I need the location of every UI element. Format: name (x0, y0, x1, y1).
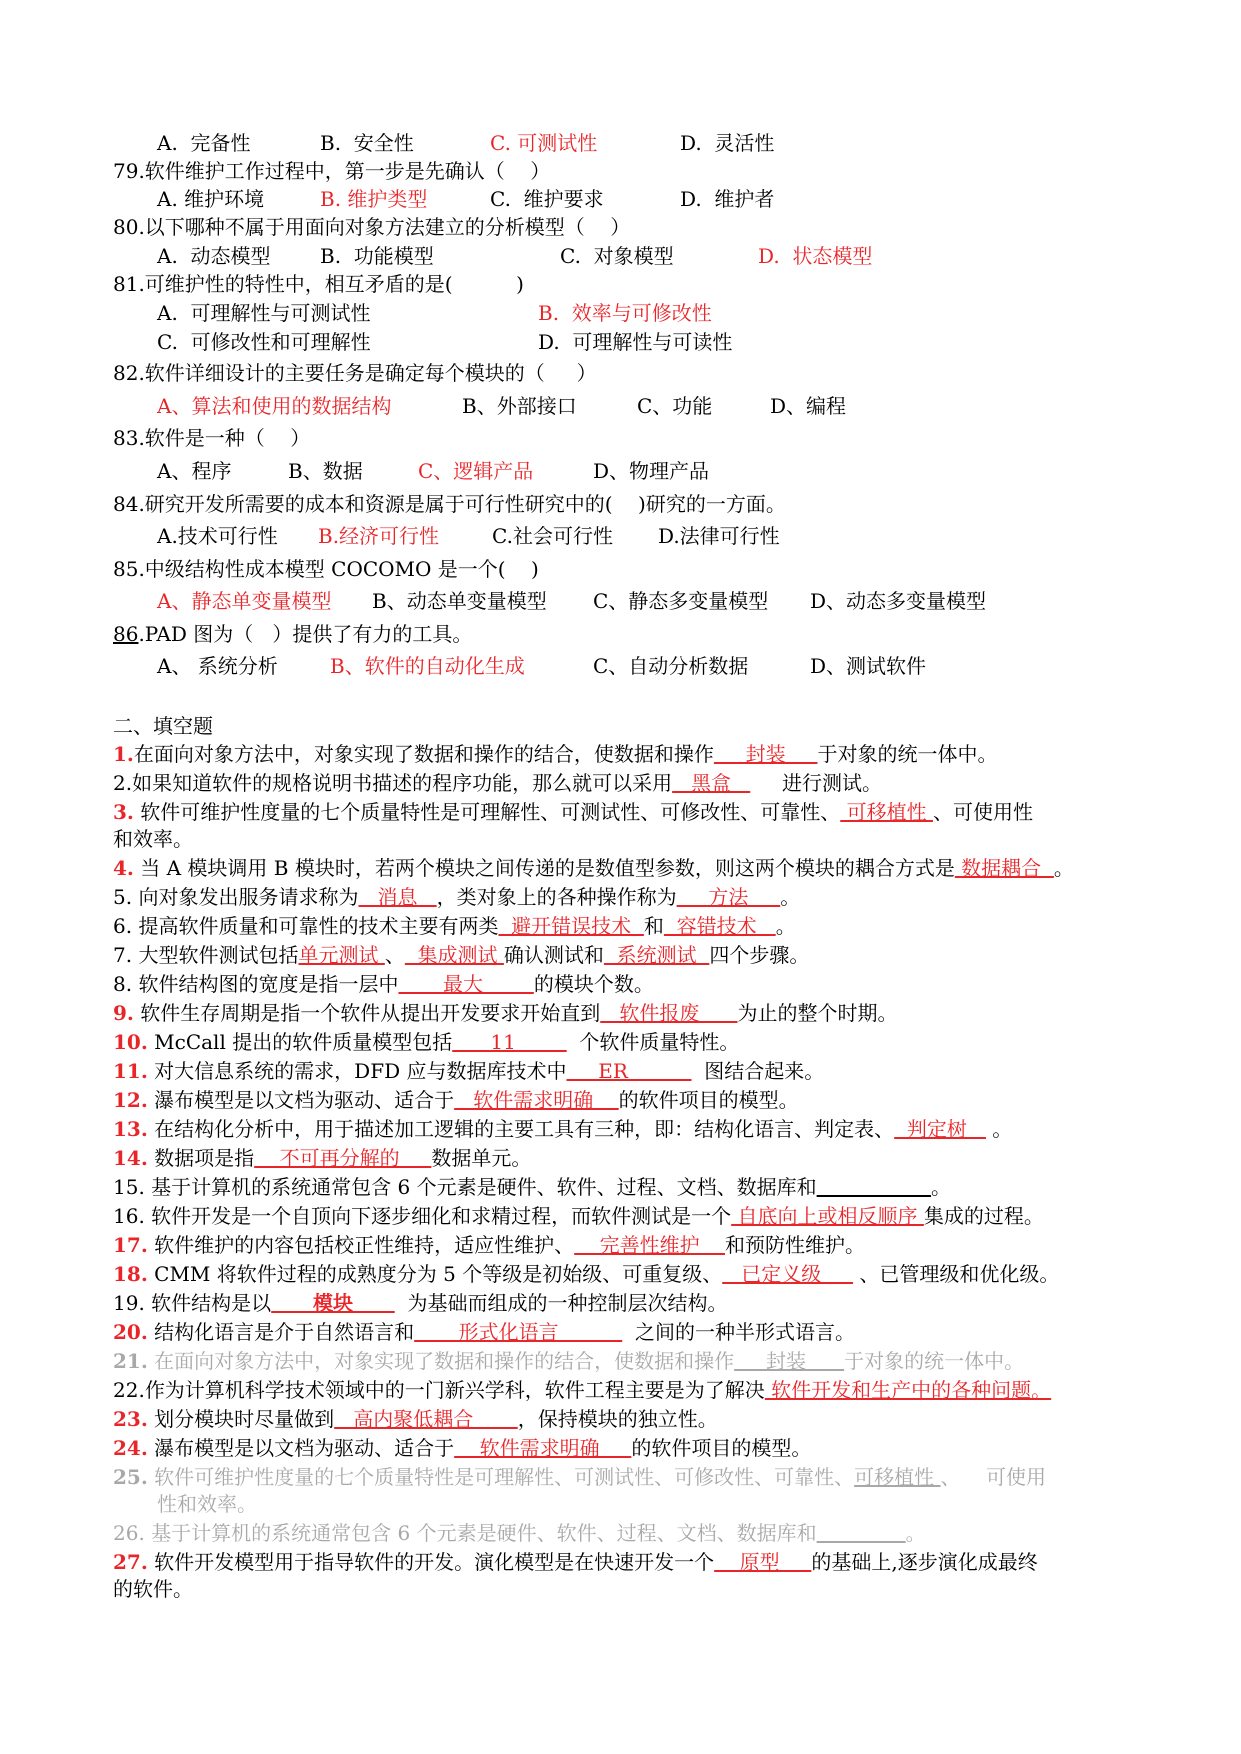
fill-19-text-end: 为基础而组成的一种控制层次结构。 (394, 1291, 728, 1315)
fill-7-answer-2: 集成测试 (404, 943, 504, 967)
fill-9-text-end: 为止的整个时期。 (737, 1001, 898, 1025)
fill-17-number: 17. (113, 1233, 148, 1257)
q78-option-d: D. 灵活性 (680, 131, 775, 155)
fill-10-number: 10. (113, 1030, 148, 1054)
fill-3-text: 软件可维护性度量的七个质量特性是可理解性、可测试性、可修改性、可靠性、 (133, 800, 841, 824)
q86-stem (113, 621, 472, 647)
fill-12-text-end: 的软件项目的模型。 (618, 1088, 799, 1112)
fill-2 (113, 770, 882, 796)
fill-19-answer: 模块 (271, 1291, 395, 1315)
fill-23-text-end: ，保持模块的独立性。 (517, 1407, 718, 1431)
fill-7-text-mid-2: 确认测试和 (503, 943, 604, 967)
fill-26-text-end: 。 (905, 1521, 926, 1545)
fill-9-number: 9. (113, 1001, 134, 1025)
fill-21-answer: 封装 (734, 1349, 845, 1373)
fill-8-text: 软件结构图的宽度是指一层中 (132, 972, 399, 996)
q82-option-c: C、功能 (637, 394, 713, 418)
fill-18-text-end: 、已管理级和优化级。 (853, 1262, 1060, 1286)
fill-27-text: 软件开发模型用于指导软件的开发。演化模型是在快速开发一个 (147, 1550, 715, 1574)
fill-4-text-end: 。 (1053, 856, 1074, 880)
q86-option-b: B、软件的自动化生成 (330, 654, 525, 678)
fill-16-text: 软件开发是一个自顶向下逐步细化和求精过程，而软件测试是一个 (144, 1204, 732, 1228)
fill-10 (113, 1029, 739, 1055)
fill-19-text: 软件结构是以 (144, 1291, 272, 1315)
fill-16-text-end: 集成的过程。 (923, 1204, 1044, 1228)
fill-22-answer: 软件开发和生产中的各种问题。 (764, 1378, 1052, 1402)
fill-25 (113, 1464, 1046, 1490)
fill-9-answer: 软件报废 (600, 1001, 738, 1025)
fill-25-text-end: 、 可使用 (940, 1465, 1046, 1489)
fill-12-number: 12. (113, 1088, 148, 1112)
fill-6-text: 提高软件质量和可靠性的技术主要有两类 (132, 914, 499, 938)
q84-option-c: C.社会可行性 (492, 524, 613, 548)
q82-option-a: A、算法和使用的数据结构 (157, 394, 392, 418)
fill-5 (113, 884, 800, 910)
fill-27 (113, 1549, 1038, 1575)
fill-15-blank (817, 1175, 931, 1199)
fill-3-number: 3. (113, 800, 134, 824)
fill-7-answer-1: 单元测试 (298, 943, 385, 967)
fill-12-answer: 软件需求明确 (454, 1088, 619, 1112)
fill-23-number: 23. (113, 1407, 148, 1431)
section-title-fill-blank: 二、填空题 (113, 714, 213, 738)
fill-3 (113, 799, 1033, 825)
q79-option-c: C. 维护要求 (490, 187, 604, 211)
fill-26-blank (817, 1521, 906, 1545)
q78-option-b: B. 安全性 (320, 131, 414, 155)
q83-option-d: D、物理产品 (593, 459, 710, 483)
q86-option-d: D、测试软件 (810, 654, 927, 678)
fill-14-text-end: 数据单元。 (431, 1146, 532, 1170)
fill-11-number: 11. (113, 1059, 148, 1083)
fill-8 (113, 971, 654, 997)
fill-21 (113, 1348, 1024, 1374)
fill-5-answer-1: 消息 (358, 885, 437, 909)
fill-20-text-end: 之间的一种半形式语言。 (622, 1320, 855, 1344)
fill-18-text: CMM 将软件过程的成熟度分为 5 个等级是初始级、可重复级、 (147, 1262, 723, 1286)
q82-option-b: B、外部接口 (462, 394, 577, 418)
fill-3-text-end: 、可使用性 (932, 800, 1033, 824)
fill-18 (113, 1261, 1059, 1287)
q78-option-c: C. 可测试性 (490, 131, 598, 155)
q85-option-c: C、静态多变量模型 (593, 589, 769, 613)
fill-4-text: 当 A 模块调用 B 模块时，若两个模块之间传递的是数值型参数，则这两个模块的耦合方式是 (133, 856, 955, 880)
q84-option-d: D.法律可行性 (658, 524, 780, 548)
q81-option-d: D. 可理解性与可读性 (538, 330, 733, 354)
q78-option-a: A. 完备性 (157, 131, 251, 155)
fill-15-text-end: 。 (931, 1175, 952, 1199)
fill-2-text: 如果知道软件的规格说明书描述的程序功能，那么就可以采用 (132, 771, 673, 795)
fill-25-number: 25. (113, 1465, 148, 1489)
q84-stem: 84.研究开发所需要的成本和资源是属于可行性研究中的( )研究的一方面。 (113, 492, 786, 516)
fill-26-number: 26. (113, 1521, 145, 1545)
fill-11-answer: ER (566, 1059, 692, 1083)
fill-20-number: 20. (113, 1320, 148, 1344)
fill-2-answer: 黑盒 (672, 771, 751, 795)
fill-5-text-end: 。 (780, 885, 801, 909)
fill-24-number: 24. (113, 1436, 148, 1460)
q86-option-c: C、自动分析数据 (593, 654, 749, 678)
q85-option-a: A、静态单变量模型 (157, 589, 332, 613)
fill-5-text: 向对象发出服务请求称为 (132, 885, 359, 909)
fill-13-answer: 判定树 (894, 1117, 986, 1141)
fill-1-text: 在面向对象方法中，对象实现了数据和操作的结合，使数据和操作 (133, 742, 714, 766)
fill-10-text: McCall 提出的软件质量模型包括 (147, 1030, 453, 1054)
fill-18-number: 18. (113, 1262, 148, 1286)
q84-option-a: A.技术可行性 (157, 524, 278, 548)
fill-15-text: 基于计算机的系统通常包含 6 个元素是硬件、软件、过程、文档、数据库和 (144, 1175, 817, 1199)
fill-12-text: 瀑布模型是以文档为驱动、适合于 (147, 1088, 455, 1112)
fill-6-text-mid: 和 (643, 914, 664, 938)
q80-option-d: D. 状态模型 (758, 244, 873, 268)
fill-16-number: 16. (113, 1204, 145, 1228)
q84-option-b: B.经济可行性 (318, 524, 440, 548)
fill-24-answer: 软件需求明确 (454, 1436, 632, 1460)
fill-20 (113, 1319, 855, 1345)
fill-26-text: 基于计算机的系统通常包含 6 个元素是硬件、软件、过程、文档、数据库和 (144, 1521, 817, 1545)
fill-23-answer: 高内聚低耦合 (334, 1407, 518, 1431)
fill-7-number: 7. (113, 943, 133, 967)
fill-13 (113, 1116, 1012, 1142)
fill-6-number: 6. (113, 914, 133, 938)
fill-7-text-end: 四个步骤。 (709, 943, 810, 967)
fill-6-answer-2: 容错技术 (663, 914, 776, 938)
fill-25-answer: 可移植性 (854, 1465, 941, 1489)
fill-15-number: 15. (113, 1175, 145, 1199)
fill-27-text-end: 的基础上,逐步演化成最终 (811, 1550, 1038, 1574)
fill-27-number: 27. (113, 1550, 148, 1574)
q85-option-d: D、动态多变量模型 (810, 589, 987, 613)
q86-option-a: A、 系统分析 (157, 654, 278, 678)
fill-14 (113, 1145, 531, 1171)
q82-option-d: D、编程 (770, 394, 847, 418)
fill-12 (113, 1087, 799, 1113)
q79-option-a: A. 维护环境 (157, 187, 265, 211)
fill-7 (113, 942, 809, 968)
fill-1 (113, 741, 997, 767)
q85-stem: 85.中级结构性成本模型 COCOMO 是一个( ) (113, 557, 539, 581)
fill-19-number: 19. (113, 1291, 145, 1315)
q81-option-a: A. 可理解性与可测试性 (157, 301, 371, 325)
fill-6 (113, 913, 796, 939)
q83-option-b: B、数据 (288, 459, 363, 483)
fill-10-answer: 11 (452, 1030, 567, 1054)
fill-14-answer: 不可再分解的 (254, 1146, 432, 1170)
fill-24-text: 瀑布模型是以文档为驱动、适合于 (147, 1436, 455, 1460)
q80-option-a: A. 动态模型 (157, 244, 271, 268)
fill-10-text-end: 个软件质量特性。 (566, 1030, 740, 1054)
fill-6-text-end: 。 (775, 914, 796, 938)
q79-stem: 79.软件维护工作过程中，第一步是先确认（ ） (113, 159, 551, 183)
fill-14-number: 14. (113, 1146, 148, 1170)
q82-stem: 82.软件详细设计的主要任务是确定每个模块的（ ） (113, 361, 597, 385)
fill-22-text: 作为计算机科学技术领域中的一门新兴学科，软件工程主要是为了解决 (144, 1378, 765, 1402)
fill-11-text-end: 图结合起来。 (691, 1059, 825, 1083)
fill-1-number: 1. (113, 742, 134, 766)
q83-option-c: C、逻辑产品 (418, 459, 534, 483)
fill-3-continued: 和效率。 (113, 827, 193, 851)
fill-2-number: 2. (113, 771, 133, 795)
fill-22 (113, 1377, 1051, 1403)
fill-15 (113, 1174, 951, 1200)
fill-26 (113, 1520, 926, 1546)
fill-5-number: 5. (113, 885, 133, 909)
fill-27-continued: 的软件。 (113, 1577, 193, 1601)
fill-21-number: 21. (113, 1349, 148, 1373)
fill-9 (113, 1000, 897, 1026)
q85-option-b: B、动态单变量模型 (372, 589, 547, 613)
q81-option-b: B. 效率与可修改性 (538, 301, 712, 325)
fill-5-text-mid: ，类对象上的各种操作称为 (436, 885, 677, 909)
fill-21-text-end: 于对象的统一体中。 (844, 1349, 1025, 1373)
fill-13-text: 在结构化分析中，用于描述加工逻辑的主要工具有三种，即：结构化语言、判定表、 (147, 1117, 895, 1141)
fill-8-answer: 最大 (398, 972, 534, 996)
fill-4-answer: 数据耦合 (954, 856, 1054, 880)
fill-13-text-end: 。 (985, 1117, 1013, 1141)
fill-24-text-end: 的软件项目的模型。 (631, 1436, 812, 1460)
fill-24 (113, 1435, 811, 1461)
q80-option-c: C. 对象模型 (560, 244, 674, 268)
fill-1-answer: 封装 (713, 742, 818, 766)
q79-option-d: D. 维护者 (680, 187, 775, 211)
fill-27-answer: 原型 (714, 1550, 812, 1574)
fill-8-text-end: 的模块个数。 (533, 972, 654, 996)
fill-4 (113, 855, 1074, 881)
q86-text: .PAD 图为（ ）提供了有力的工具。 (138, 622, 473, 646)
fill-17-text-end: 和预防性维护。 (725, 1233, 866, 1257)
fill-9-text: 软件生存周期是指一个软件从提出开发要求开始直到 (133, 1001, 601, 1025)
q80-stem: 80.以下哪种不属于用面向对象方法建立的分析模型（ ） (113, 215, 631, 239)
q79-option-b: B. 维护类型 (320, 187, 428, 211)
q83-option-a: A、程序 (157, 459, 232, 483)
fill-8-number: 8. (113, 972, 133, 996)
fill-13-number: 13. (113, 1117, 148, 1141)
fill-17-text: 软件维护的内容包括校正性维持，适应性维护、 (147, 1233, 575, 1257)
fill-20-text: 结构化语言是介于自然语言和 (147, 1320, 415, 1344)
fill-2-text-end: 进行测试。 (750, 771, 883, 795)
fill-23 (113, 1406, 718, 1432)
fill-5-answer-2: 方法 (676, 885, 781, 909)
fill-25-continued: 性和效率。 (157, 1492, 257, 1516)
q81-stem: 81.可维护性的特性中，相互矛盾的是( ) (113, 272, 524, 296)
q83-stem: 83.软件是一种（ ） (113, 426, 311, 450)
q80-option-b: B. 功能模型 (320, 244, 434, 268)
fill-17-answer: 完善性维护 (574, 1233, 726, 1257)
fill-11 (113, 1058, 824, 1084)
fill-23-text: 划分模块时尽量做到 (147, 1407, 335, 1431)
fill-17 (113, 1232, 865, 1258)
fill-1-text-end: 于对象的统一体中。 (817, 742, 998, 766)
q81-option-c: C. 可修改性和可理解性 (157, 330, 371, 354)
fill-6-answer-1: 避开错误技术 (498, 914, 644, 938)
fill-21-text: 在面向对象方法中，对象实现了数据和操作的结合，使数据和操作 (147, 1349, 735, 1373)
fill-19 (113, 1290, 727, 1316)
fill-14-text: 数据项是指 (147, 1146, 255, 1170)
fill-16-answer: 自底向上或相反顺序 (731, 1204, 924, 1228)
fill-25-text: 软件可维护性度量的七个质量特性是可理解性、可测试性、可修改性、可靠性、 (147, 1465, 855, 1489)
fill-7-text: 大型软件测试包括 (132, 943, 299, 967)
fill-3-answer: 可移植性 (840, 800, 933, 824)
fill-7-text-mid-1: 、 (384, 943, 405, 967)
fill-11-text: 对大信息系统的需求，DFD 应与数据库技术中 (147, 1059, 567, 1083)
fill-4-number: 4. (113, 856, 134, 880)
fill-22-number: 22. (113, 1378, 145, 1402)
q86-number: 86 (113, 622, 139, 646)
fill-18-answer: 已定义级 (722, 1262, 854, 1286)
fill-16 (113, 1203, 1044, 1229)
fill-7-answer-3: 系统测试 (603, 943, 710, 967)
fill-20-answer: 形式化语言 (414, 1320, 623, 1344)
